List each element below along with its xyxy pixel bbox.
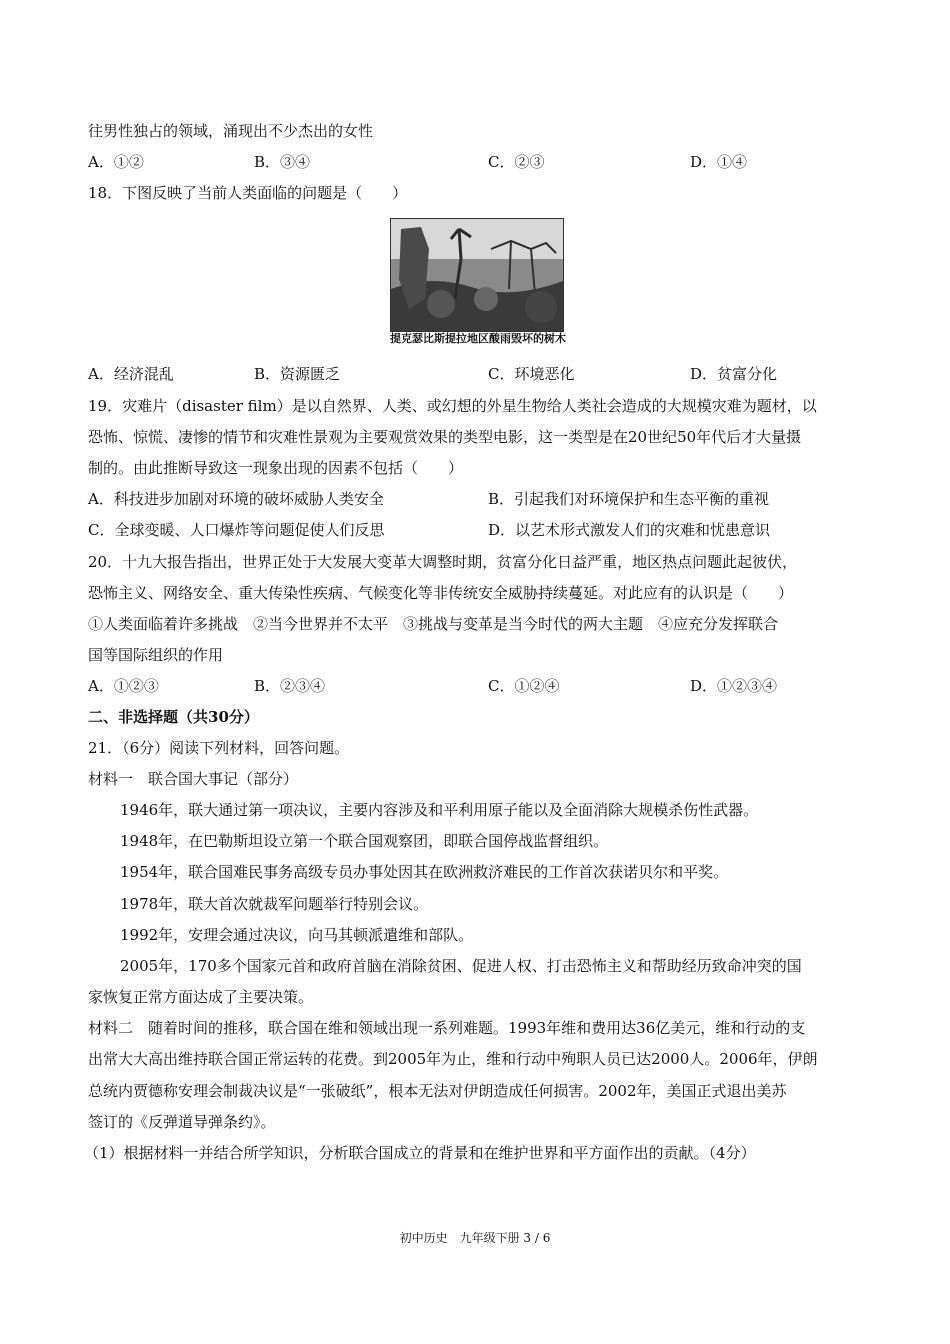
material-2-line-1: 材料二 随着时间的推移，联合国在维和领域出现一系列难题。1993年维和费用达36亿美元，维和行动的支 bbox=[88, 1019, 806, 1037]
q19-option-a: A．科技进步加剧对环境的破坏威胁人类安全 bbox=[88, 490, 384, 508]
q18-option-a: A．经济混乱 bbox=[88, 365, 174, 383]
q18-option-d: D．贫富分化 bbox=[690, 365, 778, 383]
event-1948: 1948年，在巴勒斯坦设立第一个联合国观察团，即联合国停战监督组织。 bbox=[120, 832, 609, 850]
event-1954: 1954年，联合国难民事务高级专员办事处因其在欧洲救济难民的工作首次获诺贝尔和平奖。 bbox=[120, 863, 729, 881]
material-2-line-4: 签订的《反弹道导弹条约》。 bbox=[88, 1113, 276, 1131]
q19-option-b: B．引起我们对环境保护和生态平衡的重视 bbox=[488, 490, 770, 508]
q18-option-b: B．资源匮乏 bbox=[254, 365, 341, 383]
q20-option-d: D．①②③④ bbox=[690, 677, 778, 695]
q19-line-1: 19．灾难片（disaster film）是以自然界、人类、或幻想的外星生物给人类社会造成的大规模灾难为题材，以 bbox=[88, 397, 817, 415]
acid-rain-photo bbox=[390, 218, 564, 332]
q20-line-1: 20．十九大报告指出，世界正处于大发展大变革大调整时期，贫富分化日益严重，地区热点问题此起彼伏， bbox=[88, 553, 798, 571]
q17-option-b: B．③④ bbox=[254, 153, 311, 171]
q18-stem: 18．下图反映了当前人类面临的问题是（ ） bbox=[88, 184, 408, 202]
q19-line-3: 制的。由此推断导致这一现象出现的因素不包括（ ） bbox=[88, 459, 464, 477]
event-2005: 2005年，170多个国家元首和政府首脑在消除贫困、促进人权、打击恐怖主义和帮助经历致命冲突的国 bbox=[120, 957, 802, 975]
q17-option-c: C．②③ bbox=[488, 153, 545, 171]
q18-option-c: C．环境恶化 bbox=[488, 365, 575, 383]
q21-subquestion-1: （1）根据材料一并结合所学知识，分析联合国成立的背景和在维护世界和平方面作出的贡献。（4分） bbox=[84, 1144, 756, 1162]
event-1946: 1946年，联大通过第一项决议，主要内容涉及和平利用原子能以及全面消除大规模杀伤性武器。 bbox=[120, 801, 759, 819]
material-1-title: 材料一 联合国大事记（部分） bbox=[88, 770, 299, 788]
page-footer: 初中历史 九年级下册 3 / 6 bbox=[399, 1231, 551, 1245]
q20-option-b: B．②③④ bbox=[254, 677, 326, 695]
event-2005-cont: 家恢复正常方面达成了主要决策。 bbox=[88, 988, 314, 1006]
damaged-trees-image bbox=[391, 219, 563, 331]
event-1978: 1978年，联大首次就裁军问题举行特别会议。 bbox=[120, 895, 429, 913]
q17-option-a: A．①② bbox=[88, 153, 144, 171]
q20-line-4: 国等国际组织的作用 bbox=[88, 646, 224, 664]
q20-line-2: 恐怖主义、网络安全、重大传染性疾病、气候变化等非传统安全威胁持续蔓延。对此应有的认识是（ ） bbox=[88, 584, 794, 602]
q20-option-c: C．①②④ bbox=[488, 677, 560, 695]
material-2-line-2: 出常大大高出维持联合国正常运转的花费。到2005年为止，维和行动中殉职人员已达2000人。2006年，伊朗 bbox=[88, 1050, 818, 1068]
q19-line-2: 恐怖、惊慌、凄惨的情节和灾难性景观为主要观赏效果的类型电影，这一类型是在20世纪50年代后才大量摄 bbox=[88, 428, 802, 446]
q19-option-d: D．以艺术形式激发人们的灾难和忧患意识 bbox=[488, 521, 771, 539]
q17-option-d: D．①④ bbox=[690, 153, 748, 171]
q21-stem: 21．（6分）阅读下列材料，回答问题。 bbox=[88, 739, 350, 757]
q19-option-c: C．全球变暖、人口爆炸等问题促使人们反思 bbox=[88, 521, 385, 539]
section-heading: 二、非选择题（共30分） bbox=[88, 708, 259, 726]
q20-line-3: ①人类面临着许多挑战 ②当今世界并不太平 ③挑战与变革是当今时代的两大主题 ④应充分发挥联合 bbox=[88, 615, 779, 633]
figure-caption: 提克瑟比斯提拉地区酸雨毁坏的树木 bbox=[390, 332, 566, 345]
q17-continuation: 往男性独占的领域，涌现出不少杰出的女性 bbox=[88, 122, 374, 140]
material-2-line-3: 总统内贾德称安理会制裁决议是“一张破纸”，根本无法对伊朗造成任何损害。2002年，美国正式退出美苏 bbox=[88, 1082, 787, 1100]
q20-option-a: A．①②③ bbox=[88, 677, 159, 695]
event-1992: 1992年，安理会通过决议，向马其顿派遣维和部队。 bbox=[120, 926, 474, 944]
